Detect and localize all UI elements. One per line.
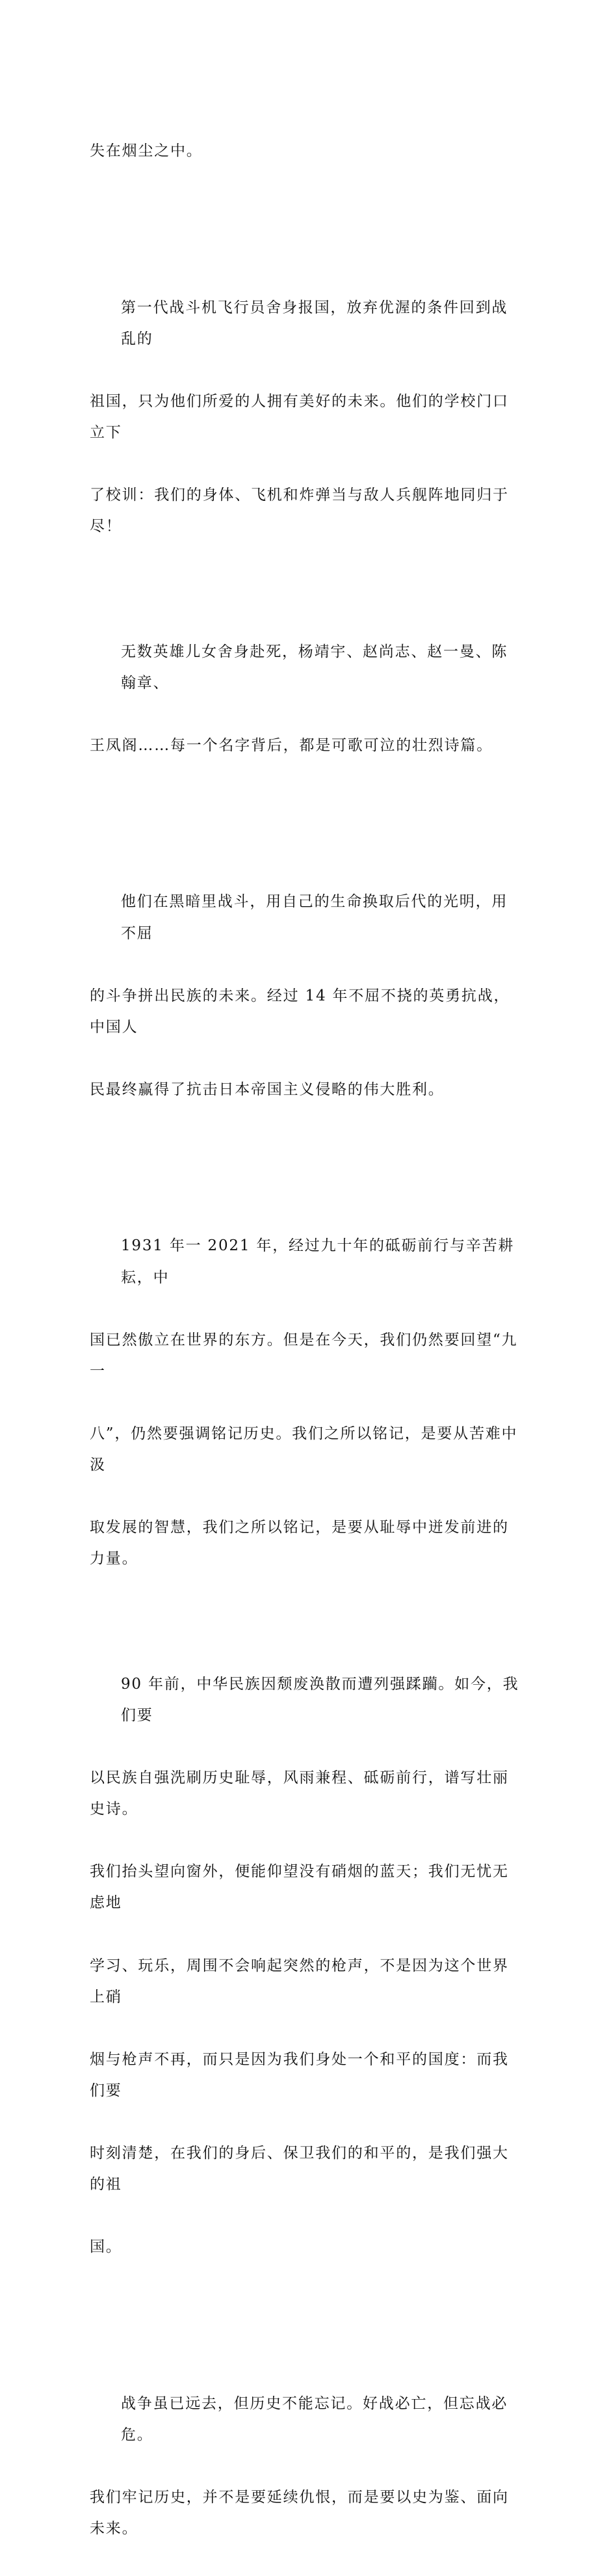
text-line: 取发展的智慧，我们之所以铭记，是要从耻辱中迸发前进的力量。	[90, 1519, 509, 1568]
text-line: 失在烟尘之中。	[90, 142, 203, 160]
text-line: 学习、玩乐，周围不会响起突然的枪声，不是因为这个世界上硝	[90, 1957, 509, 2006]
text-line: 无数英雄儿女舍身赴死，杨靖宇、赵尚志、赵一曼、陈翰章、	[121, 643, 508, 691]
text-line: 战争虽已远去，但历史不能忘记。好战必亡，但忘战必危。	[121, 2395, 508, 2444]
text-line: 我们牢记历史，并不是要延续仇恨，而是要以史为鉴、面向未来。	[90, 2489, 509, 2538]
text-line: 时刻清楚，在我们的身后、保卫我们的和平的，是我们强大的祖	[90, 2145, 509, 2194]
text-line: 1931 年一 2021 年，经过九十年的砥砺前行与辛苦耕耘，中	[121, 1237, 515, 1286]
paragraph-7	[90, 2326, 520, 2576]
text-line: 烟与枪声不再，而只是因为我们身处一个和平的国度：而我们要	[90, 2050, 509, 2099]
text-line: 第一代战斗机飞行员舍身报国，放弃优渥的条件回到战乱的	[121, 299, 508, 347]
document-body	[90, 73, 520, 2576]
paragraph-4	[90, 824, 520, 1168]
paragraph-3	[90, 574, 520, 824]
text-line: 国已然傲立在世界的东方。但是在今天，我们仍然要回望“九一	[90, 1331, 518, 1380]
paragraph-6	[90, 1606, 520, 2326]
paragraph-1	[90, 73, 520, 229]
text-line: 王凤阁……每一个名字背后，都是可歌可泣的壮烈诗篇。	[90, 736, 493, 754]
text-line: 国。	[90, 2238, 122, 2256]
text-line: 以民族自强洗刷历史耻辱，风雨兼程、砥砺前行，谱写壮丽史诗。	[90, 1769, 509, 1818]
text-line: 90 年前，中华民族因颓废涣散而遭列强蹂躏。如今，我们要	[121, 1675, 519, 1724]
text-line: 了校训：我们的身体、飞机和炸弹当与敌人兵舰阵地同归于尽！	[90, 487, 509, 535]
paragraph-5	[90, 1168, 520, 1605]
text-line: 民最终赢得了抗击日本帝国主义侵略的伟大胜利。	[90, 1081, 445, 1098]
paragraph-2	[90, 229, 520, 573]
text-line: 祖国，只为他们所爱的人拥有美好的未来。他们的学校门口立下	[90, 392, 509, 442]
text-line: 他们在黑暗里战斗，用自己的生命换取后代的光明，用不屈	[121, 893, 508, 942]
text-line: 我们抬头望向窗外，便能仰望没有硝烟的蓝天；我们无忧无虑地	[90, 1863, 509, 1912]
text-line: 八”，仍然要强调铭记历史。我们之所以铭记，是要从苦难中汲	[90, 1425, 518, 1474]
text-line: 的斗争拼出民族的未来。经过 14 年不屈不挠的英勇抗战，中国人	[90, 987, 510, 1036]
